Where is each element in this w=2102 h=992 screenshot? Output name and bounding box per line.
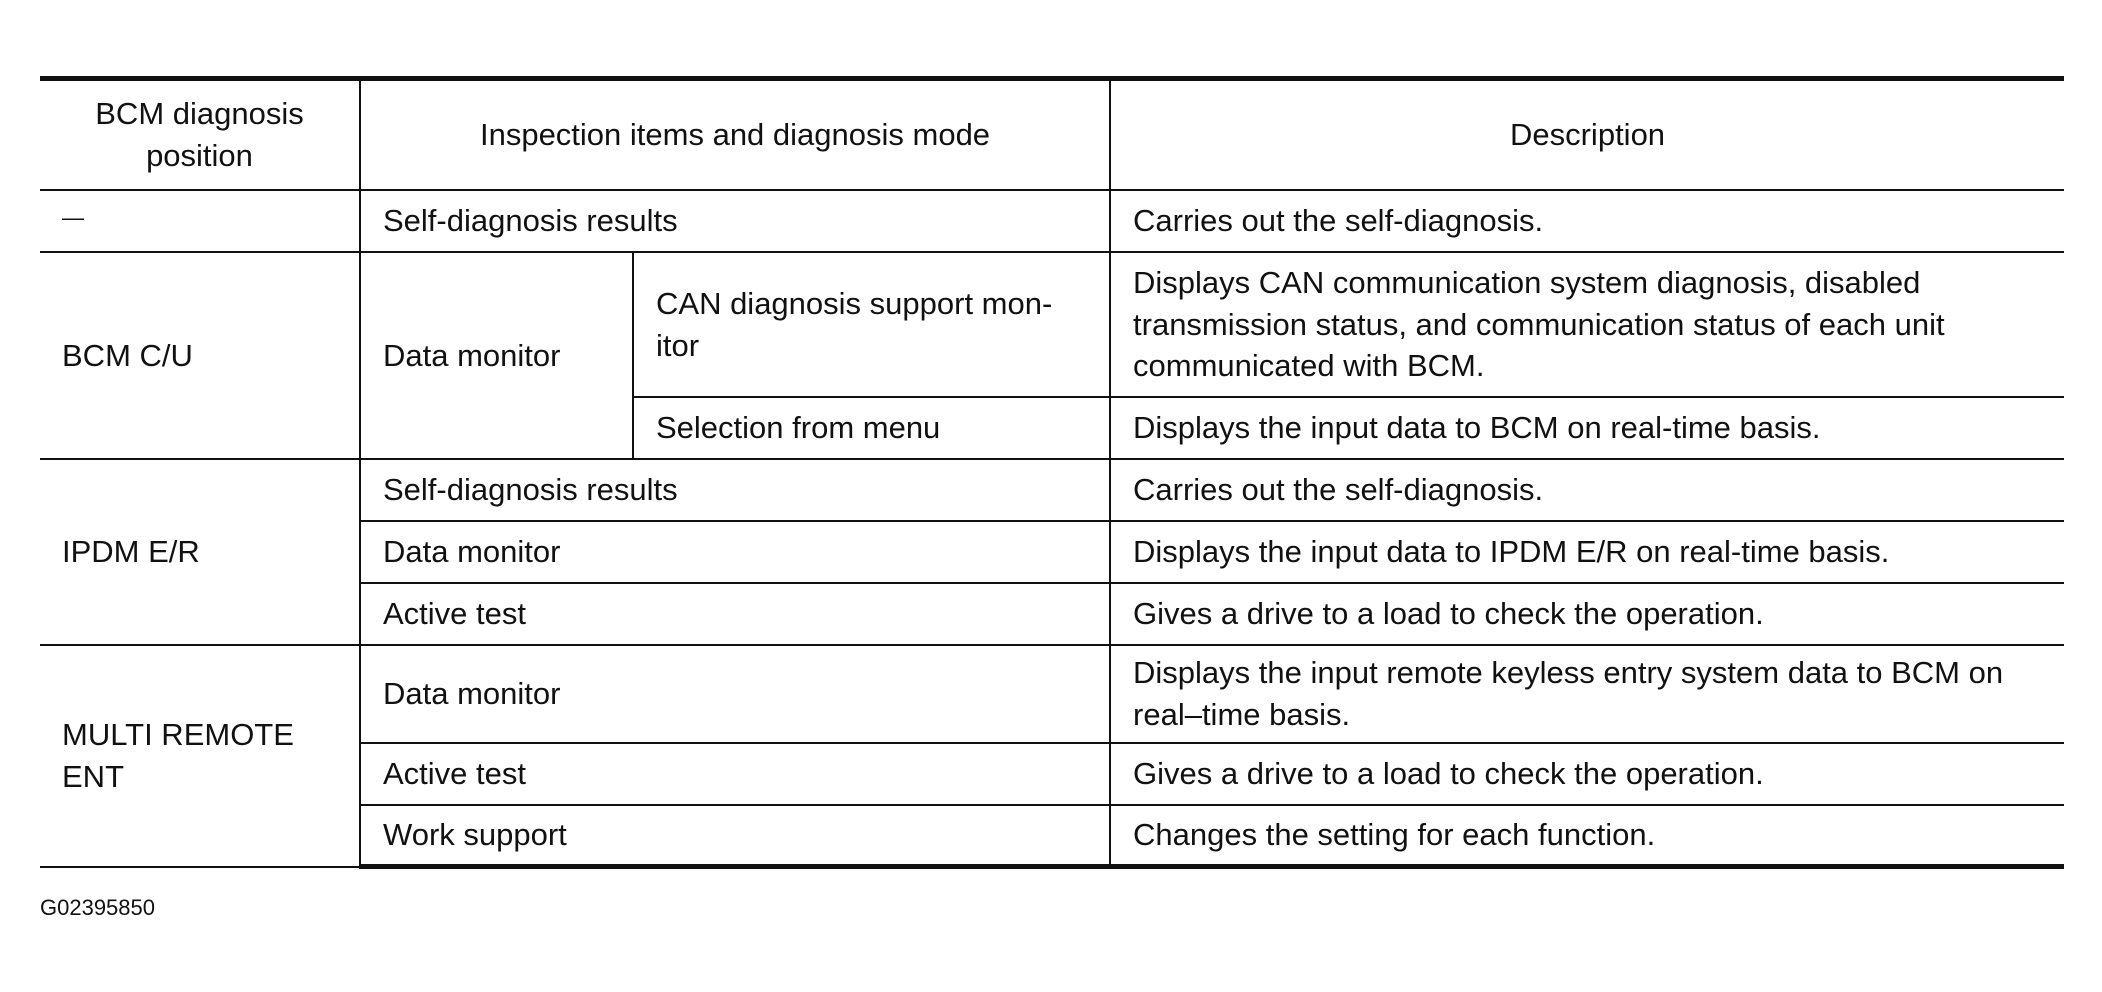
description-cell: Carries out the self-diagnosis. [1110, 459, 2064, 521]
table-row [40, 459, 2064, 521]
position-cell: MULTI REMOTE ENT [40, 645, 360, 867]
inspection-cell: Active test [360, 583, 1110, 645]
mode-cell: CAN diagnosis support mon-itor [633, 252, 1110, 397]
description-cell: Displays CAN communication system diagnosis, disabled transmission status, and communication status of each unit communicated with BCM. [1110, 252, 2064, 397]
description-cell: Gives a drive to a load to check the operation. [1110, 583, 2064, 645]
inspection-cell: Self-diagnosis results [360, 459, 1110, 521]
inspection-cell: Work support [360, 805, 1110, 867]
description-cell: Gives a drive to a load to check the operation. [1110, 743, 2064, 805]
header-description: Description [1110, 79, 2064, 191]
inspection-cell: Data monitor [360, 252, 633, 459]
position-cell: IPDM E/R [40, 459, 360, 645]
description-cell: Displays the input data to BCM on real-time basis. [1110, 397, 2064, 459]
figure-code: G02395850 [40, 895, 155, 920]
header-position: BCM diagnosis position [40, 79, 360, 191]
table-row [40, 190, 2064, 252]
inspection-cell: Active test [360, 743, 1110, 805]
position-cell [40, 190, 360, 252]
description-cell: Displays the input remote keyless entry system data to BCM on real–time basis. [1110, 645, 2064, 743]
inspection-cell: Self-diagnosis results [360, 190, 1110, 252]
description-cell: Changes the setting for each function. [1110, 805, 2064, 867]
mode-cell: Selection from menu [633, 397, 1110, 459]
dash-mark: — [62, 205, 84, 231]
header-row [40, 79, 2064, 191]
table-row [40, 645, 2064, 743]
diagnosis-table [40, 76, 2064, 869]
inspection-cell: Data monitor [360, 521, 1110, 583]
header-inspection: Inspection items and diagnosis mode [360, 79, 1110, 191]
description-cell: Displays the input data to IPDM E/R on real-time basis. [1110, 521, 2064, 583]
inspection-cell: Data monitor [360, 645, 1110, 743]
position-cell: BCM C/U [40, 252, 360, 459]
table-row [40, 252, 2064, 397]
description-cell: Carries out the self-diagnosis. [1110, 190, 2064, 252]
